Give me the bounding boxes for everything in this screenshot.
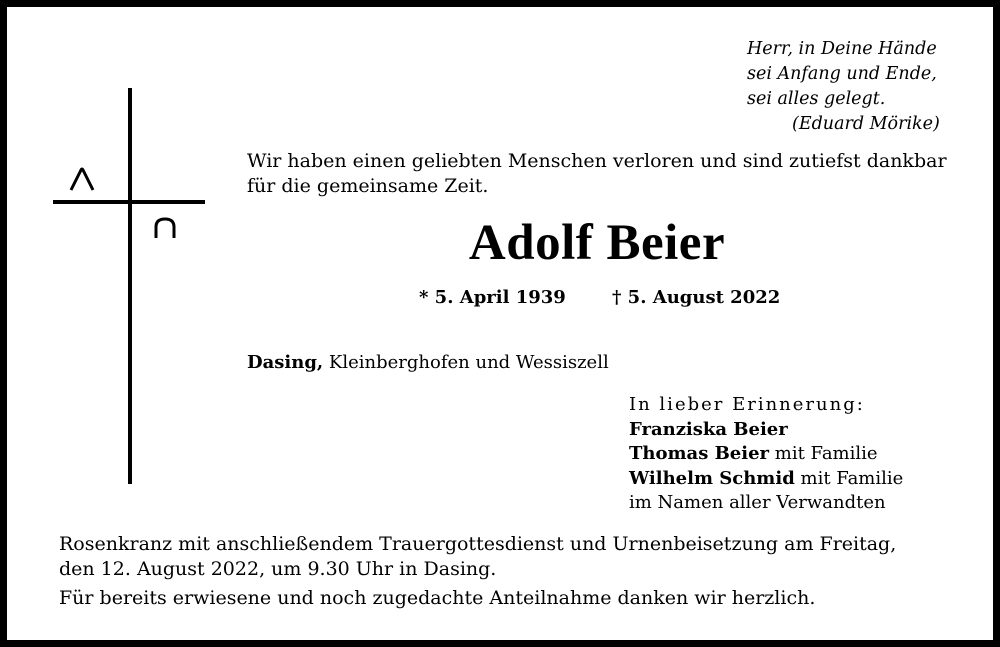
thanks-note: Für bereits erwiesene und noch zugedachte Anteilnahme danken wir herzlich.	[59, 587, 816, 609]
service-line: den 12. August 2022, um 9.30 Uhr in Dasing.	[59, 558, 497, 580]
mourner-suffix: mit Familie	[774, 443, 878, 464]
epigraph-quote	[747, 37, 940, 137]
mourner-row	[629, 442, 903, 467]
quote-line: sei Anfang und Ende,	[747, 64, 937, 84]
deceased-name: Adolf Beier	[468, 215, 726, 271]
mourners-heading: In lieber Erinnerung:	[629, 394, 865, 415]
place-rest: Kleinberghofen und Wessiszell	[328, 352, 609, 373]
quote-author: (Eduard Mörike)	[792, 114, 940, 134]
obituary-card	[7, 7, 993, 640]
mourners-closing: im Namen aller Verwandten	[629, 492, 886, 513]
mourner-row	[629, 467, 903, 492]
quote-line: Herr, in Deine Hände	[747, 39, 937, 59]
omega-icon	[150, 216, 180, 240]
quote-line: sei alles gelegt.	[747, 89, 886, 109]
place-town: Dasing,	[247, 352, 324, 373]
place-line	[247, 352, 609, 373]
cross-horizontal-bar	[53, 200, 205, 204]
cross-vertical-bar	[128, 88, 132, 484]
mourners-block	[629, 393, 903, 516]
birth-date: * 5. April 1939	[419, 287, 566, 308]
service-line: Rosenkranz mit anschließendem Trauergottesdienst und Urnenbeisetzung am Freitag,	[59, 533, 897, 555]
mourner-name: Thomas Beier	[629, 443, 770, 464]
death-date: † 5. August 2022	[612, 287, 781, 308]
mourner-suffix: mit Familie	[800, 467, 904, 489]
mourner-name: Wilhelm Schmid	[629, 467, 795, 489]
intro-text: Wir haben einen geliebten Menschen verloren und sind zutiefst dankbar für die gemeinsame Zeit.	[247, 150, 947, 197]
service-info	[59, 532, 896, 582]
alpha-icon	[67, 165, 97, 193]
mourner-row	[629, 418, 903, 443]
mourner-name: Franziska Beier	[629, 418, 788, 440]
